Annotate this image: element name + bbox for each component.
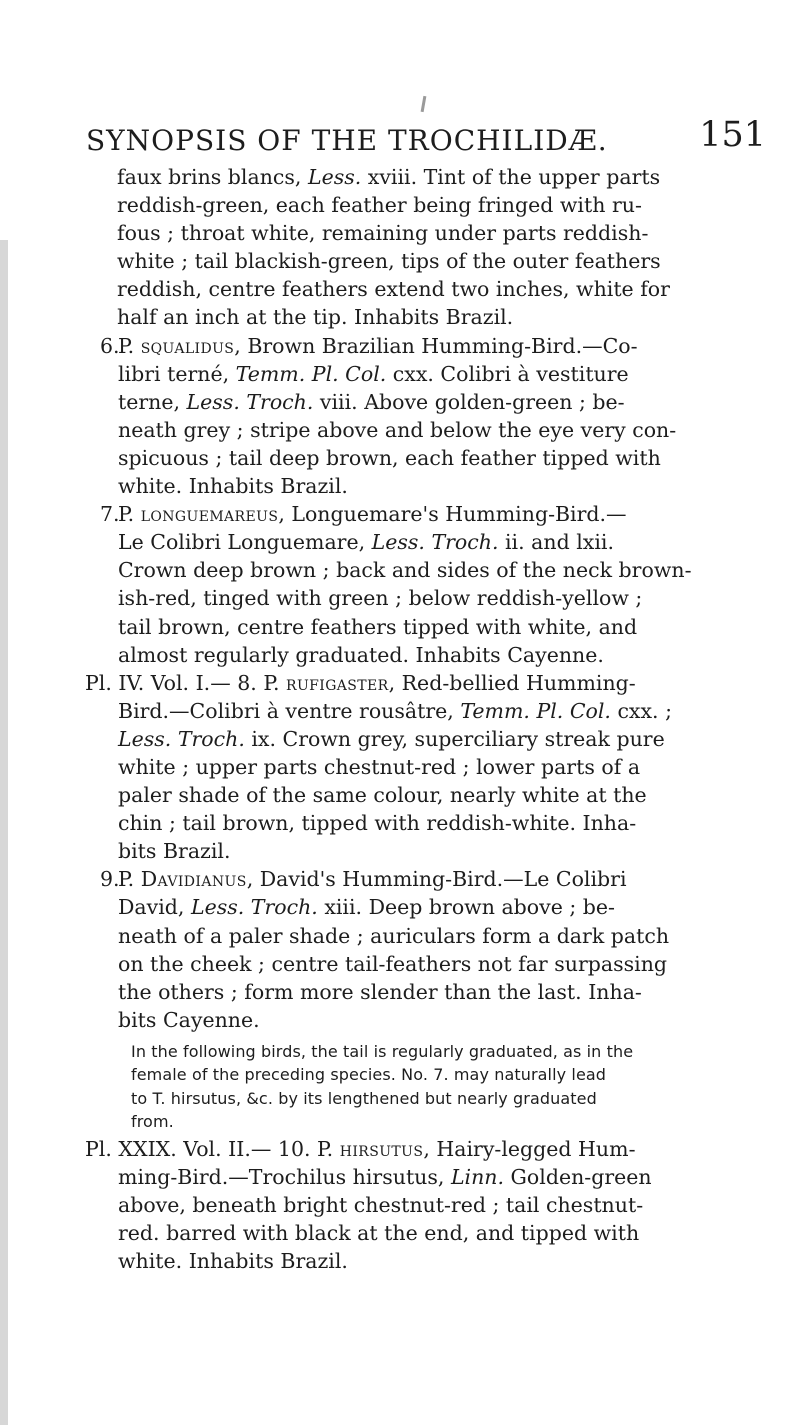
genus: P. xyxy=(118,333,135,358)
running-title: SYNOPSIS OF THE TROCHILIDÆ. xyxy=(86,124,608,157)
entry-number: 6. xyxy=(100,333,120,358)
plate-reference: Pl. XXIX. Vol. II.— xyxy=(85,1137,272,1162)
page-edge-rule xyxy=(0,240,18,1425)
text-line: ming-Bird.—Trochilus hirsutus, Linn. Golden-green xyxy=(118,1165,652,1190)
synopsis-text xyxy=(85,164,775,1277)
text-line: tail brown, centre feathers tipped with white, and xyxy=(118,614,638,639)
species-name: Davidianus xyxy=(140,867,247,892)
species-name: rufigaster xyxy=(286,670,389,695)
text-line: neath of a paler shade ; auriculars form a dark patch xyxy=(118,923,670,948)
text-line: David, Less. Troch. xiii. Deep brown above ; be- xyxy=(118,895,615,920)
entry-6 xyxy=(85,333,775,502)
text-line: libri terné, Temm. Pl. Col. cxx. Colibri à vestiture xyxy=(118,361,629,386)
text-line: Crown deep brown ; back and sides of the neck brown- xyxy=(118,558,692,583)
text-line: the others ; form more slender than the last. Inha- xyxy=(118,979,642,1004)
text-line: white. Inhabits Brazil. xyxy=(118,474,348,499)
text-line: half an inch at the tip. Inhabits Brazil. xyxy=(117,305,514,330)
text-line: fous ; throat white, remaining under parts reddish- xyxy=(117,221,649,246)
entry-9 xyxy=(85,866,775,1035)
stray-mark xyxy=(421,96,427,112)
text-line: almost regularly graduated. Inhabits Cayenne. xyxy=(118,642,604,667)
genus: P. xyxy=(118,867,135,892)
species-name: longuemareus xyxy=(140,502,279,527)
text-line: bits Brazil. xyxy=(118,839,231,864)
note-line: from. xyxy=(131,1111,174,1131)
text-line: ish-red, tinged with green ; below reddish-yellow ; xyxy=(118,586,643,611)
plate-reference: Pl. IV. Vol. I.— xyxy=(85,670,231,695)
text-line: chin ; tail brown, tipped with reddish-white. Inha- xyxy=(118,811,637,836)
genus: P. xyxy=(317,1137,334,1162)
running-head xyxy=(86,112,766,164)
entry-10 xyxy=(85,1136,775,1276)
entry-heading: 7. P. longuemareus, Longuemare's Humming-Bird.— xyxy=(85,501,775,529)
entry-number: 7. xyxy=(100,502,120,527)
text-line: Bird.—Colibri à ventre rousâtre, Temm. Pl. Col. cxx. ; xyxy=(118,698,672,723)
entry-heading: 6. P. squalidus, Brown Brazilian Humming-Bird.—Co- xyxy=(85,333,775,361)
entry-number: 9. xyxy=(100,867,120,892)
text-line: faux brins blancs, Less. xviii. Tint of the upper parts xyxy=(117,165,661,189)
entry-heading: 9. P. Davidianus, David's Humming-Bird.—Le Colibri xyxy=(85,866,775,894)
genus: P. xyxy=(263,670,280,695)
text-line: white ; tail blackish-green, tips of the outer feathers xyxy=(117,249,661,274)
text-line: bits Cayenne. xyxy=(118,1007,260,1032)
entry-7 xyxy=(85,501,775,670)
entry-5-continuation xyxy=(85,164,775,333)
species-name: hirsutus xyxy=(339,1137,424,1162)
text-line: above, beneath bright chestnut-red ; tail chestnut- xyxy=(118,1193,644,1218)
text-line: spicuous ; tail deep brown, each feather tipped with xyxy=(118,445,661,470)
entry-heading: Pl. XXIX. Vol. II.— 10. P. hirsutus, Hairy-legged Hum- xyxy=(85,1137,636,1162)
text-line: neath grey ; stripe above and below the eye very con- xyxy=(118,417,677,442)
species-name: squalidus xyxy=(140,333,235,358)
text-line: white. Inhabits Brazil. xyxy=(118,1249,348,1274)
text-line: Le Colibri Longuemare, Less. Troch. ii. and lxii. xyxy=(118,530,614,555)
text-line: terne, Less. Troch. viii. Above golden-green ; be- xyxy=(118,389,625,414)
entry-number: 8. xyxy=(237,670,257,695)
text-line: reddish-green, each feather being fringed with ru- xyxy=(117,193,642,218)
text-line: paler shade of the same colour, nearly white at the xyxy=(118,783,647,808)
page-number: 151 xyxy=(699,115,766,155)
note-line: In the following birds, the tail is regularly graduated, as in the xyxy=(131,1041,634,1061)
editor-note xyxy=(85,1040,775,1133)
text-line: red. barred with black at the end, and tipped with xyxy=(118,1221,640,1246)
text-line: reddish, centre feathers extend two inches, white for xyxy=(117,277,670,302)
note-line: female of the preceding species. No. 7. may naturally lead xyxy=(131,1065,607,1085)
text-line: white ; upper parts chestnut-red ; lower parts of a xyxy=(118,754,641,779)
text-line: on the cheek ; centre tail-feathers not far surpassing xyxy=(118,951,668,976)
entry-8 xyxy=(85,670,775,867)
entry-heading: Pl. IV. Vol. I.— 8. P. rufigaster, Red-bellied Humming- xyxy=(85,670,636,695)
entry-number: 10. xyxy=(277,1137,311,1162)
genus: P. xyxy=(118,502,135,527)
text-line: Less. Troch. ix. Crown grey, superciliary streak pure xyxy=(118,726,665,751)
note-line: to T. hirsutus, &c. by its lengthened but nearly graduated xyxy=(131,1088,597,1108)
